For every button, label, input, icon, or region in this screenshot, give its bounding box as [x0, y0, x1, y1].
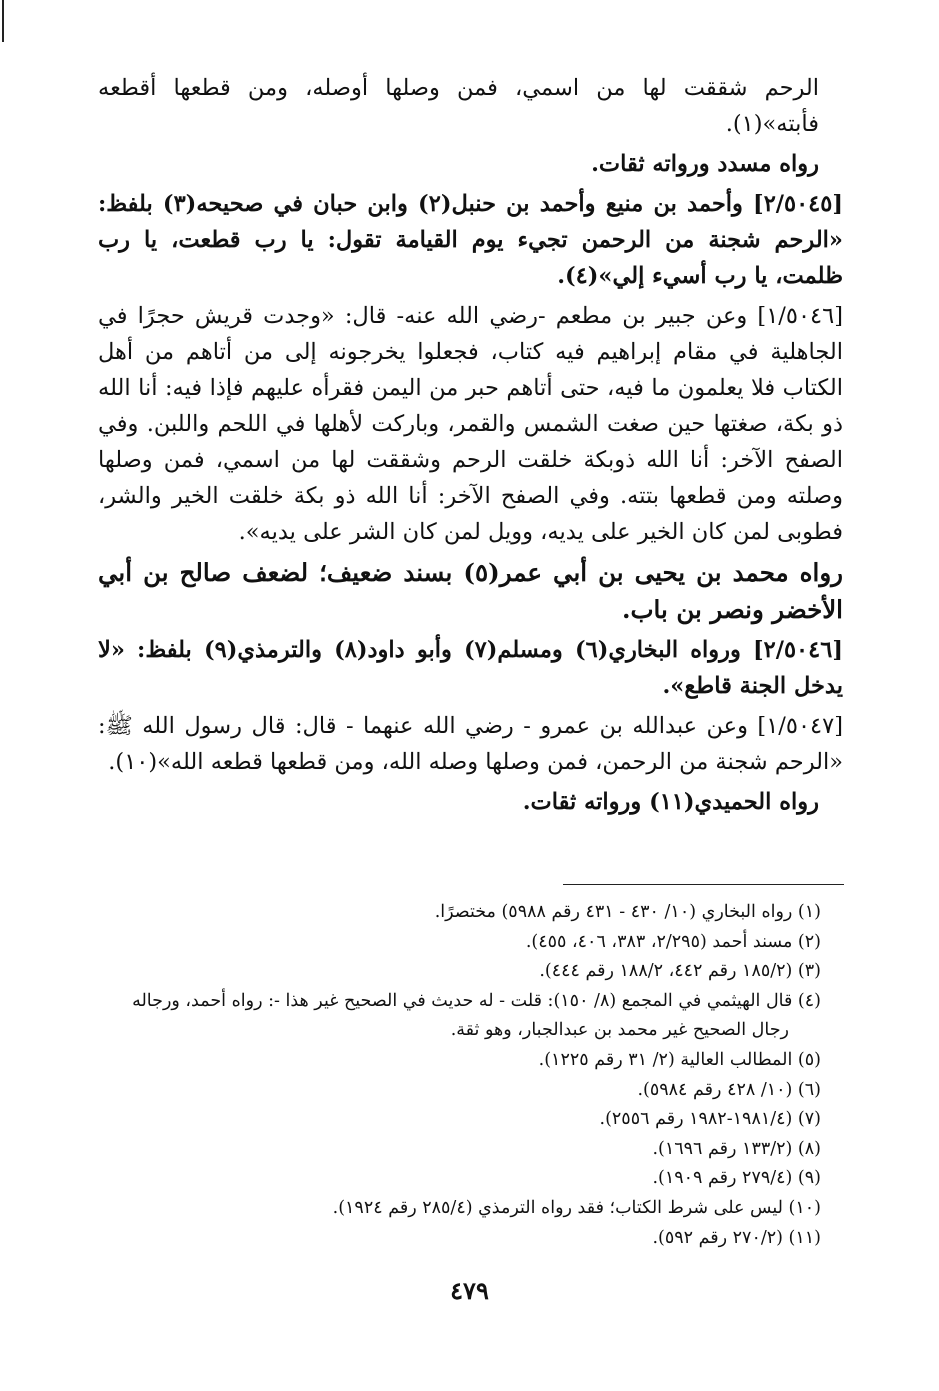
paragraph-hadith-5045: [٢/٥٠٤٥] وأحمد بن منيع وأحمد بن حنبل(٢) وابن حبان في صحيحه(٣) بلفظ: «الرحم شجنة من الرحمن تجيء يوم القيامة تقول: يا رب قطعت، يا رب ظلمت، يا رب أسيء إلي»(٤).	[98, 191, 843, 289]
footnote-10: (١٠) ليس على شرط الكتاب؛ فقد رواه الترمذي (٢٨٥/٤ رقم ١٩٢٤).	[332, 1197, 821, 1218]
paragraph-hadith-5046-1: [١/٥٠٤٦] وعن جبير بن مطعم -رضي الله عنه- قال: «وجدت قريش حجرًا في الجاهلية في مقام إبراهيم فيه كتاب، فجعلوا يخرجونه إلى من أتاهم من أهل الكتاب فلا يعلمون ما فيه، حتى أتاهم حبر من اليمن فقرأه عليهم فإذا فيه: أنا الله ذو بكة، صغتها حين صغت الشمس والقمر، وباركت لأهلها في اللحم واللبن. وفي الصفح الآخر: أنا الله ذوبكة خلقت الرحم وشققت لها من اسمي، فمن وصلها وصلته ومن قطعها بتته. وفي الصفح الآخر: أنا الله ذو بكة خلقت الخير والشر، فطوبى لمن كان الخير على يديه، وويل لمن كان الشر على يديه».	[98, 303, 843, 545]
paragraph-hadith-5047: [١/٥٠٤٧] وعن عبدالله بن عمرو - رضي الله عنهما - قال: قال رسول الله ﷺ: «الرحم شجنة من الرحمن، فمن وصلها وصله الله، ومن قطعها قطعه الله»(١٠).	[98, 713, 843, 775]
paragraph-narration-humaidi: رواه الحميدي(١١) ورواته ثقات.	[522, 789, 819, 815]
footnote-4: (٤) قال الهيثمي في المجمع (٨/ ١٥٠): قلت - له حديث في الصحيح غير هذا -: رواه أحمد، ورجاله	[132, 990, 821, 1011]
paragraph-hadith-end: الرحم شققت لها من اسمي، فمن وصلها أوصله، ومن قطعها أقطعه فأبته»(١).	[98, 75, 819, 137]
paragraph-hadith-5046-2: [٢/٥٠٤٦] ورواه البخاري(٦) ومسلم(٧) وأبو داود(٨) والترمذي(٩) بلفظ: «لا يدخل الجنة قاطع».	[98, 637, 843, 699]
footnote-3: (٣) (١٨٥/٢ رقم ٤٤٢، ١٨٨/٢ رقم ٤٤٤).	[539, 961, 821, 982]
page-edge-mark	[2, 0, 4, 42]
footnote-divider	[563, 884, 844, 885]
footnote-2: (٢) مسند أحمد (٢/٢٩٥، ٣٨٣، ٤٠٦، ٤٥٥).	[525, 931, 821, 952]
footnote-8: (٨) (١٣٣/٢ رقم ١٦٩٦).	[652, 1138, 821, 1159]
footnote-1: (١) رواه البخاري (١٠/ ٤٣٠ - ٤٣١ رقم ٥٩٨٨) مختصرًا.	[434, 902, 821, 922]
footnote-6: (٦) (١٠/ ٤٢٨ رقم ٥٩٨٤).	[637, 1079, 821, 1100]
paragraph-narration-ibn-abi-umar: رواه محمد بن يحيى بن أبي عمر(٥) بسند ضعيف؛ لضعف صالح بن أبي الأخضر ونصر بن باب.	[98, 558, 843, 624]
footnote-5: (٥) المطالب العالية (٢/ ٣١ رقم ١٢٢٥).	[538, 1049, 821, 1070]
footnote-4-continued: رجال الصحيح غير محمد بن عبدالجبار، وهو ثقة.	[450, 1020, 789, 1041]
page-number: ٤٧٩	[450, 1276, 489, 1305]
paragraph-narration-musaddad: رواه مسدد ورواته ثقات.	[591, 151, 819, 177]
footnote-9: (٩) (٢٧٩/٤ رقم ١٩٠٩).	[652, 1168, 821, 1189]
footnotes	[98, 898, 843, 1253]
main-text	[98, 70, 843, 824]
footnote-7: (٧) (١٩٨١/٤-١٩٨٢ رقم ٢٥٥٦).	[599, 1109, 821, 1130]
footnote-11: (١١) (٢٧٠/٢ رقم ٥٩٢).	[652, 1227, 821, 1248]
